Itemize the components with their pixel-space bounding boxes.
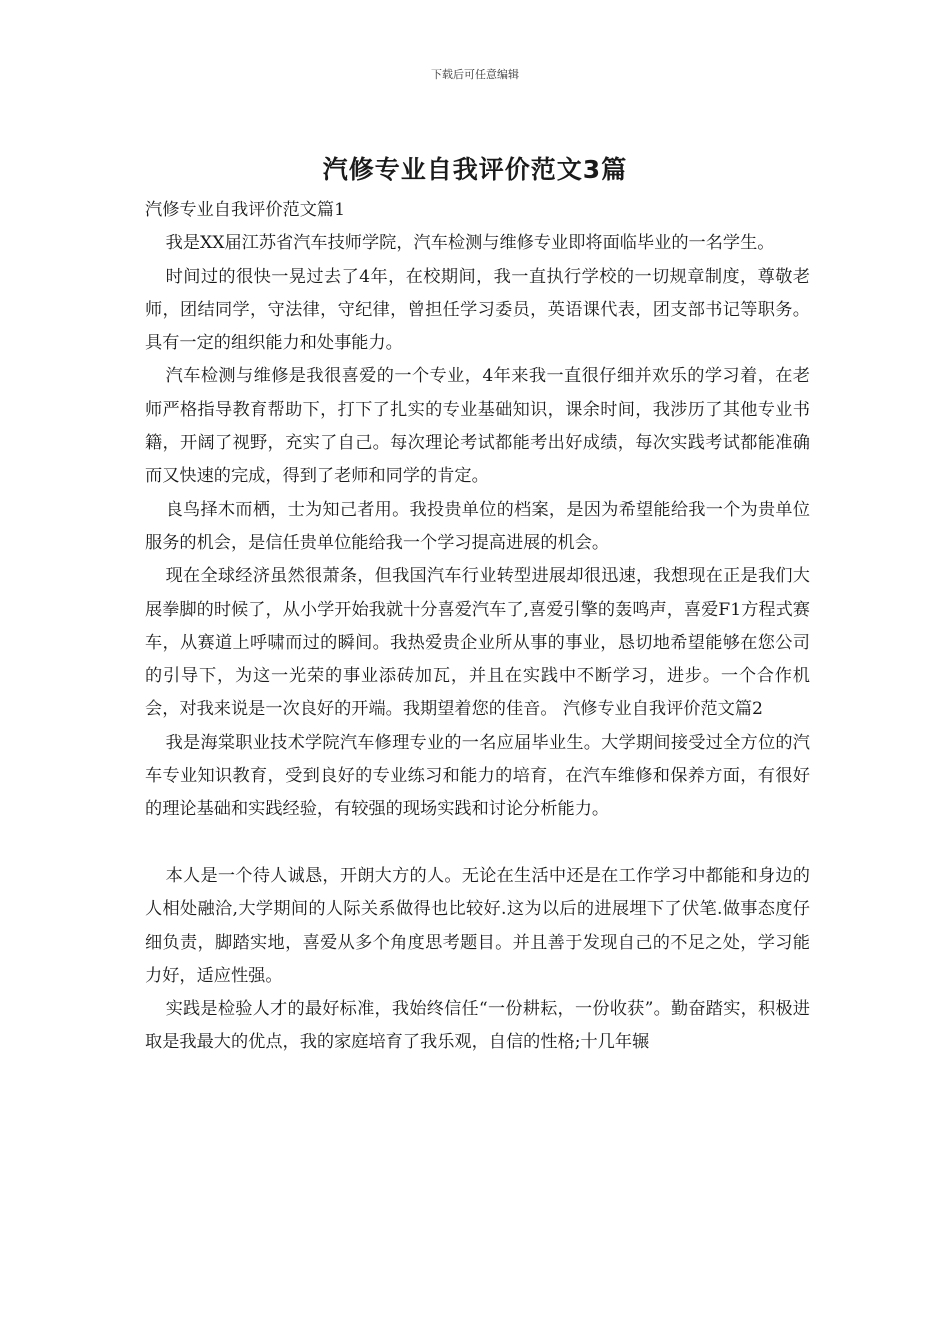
paragraph: 实践是检验人才的最好标准，我始终信任“一份耕耘，一份收获”。勤奋踏实，积极进取是我最大的优点，我的家庭培育了我乐观，自信的性格;十几年辗 <box>145 999 810 1053</box>
paragraph: 本人是一个待人诚恳，开朗大方的人。无论在生活中还是在工作学习中都能和身边的人相处融洽,大学期间的人际关系做得也比较好.这为以后的进展埋下了伏笔.做事态度仔细负责，脚踏实地，喜爱从多个角度思考题目。并且善于发现自己的不足之处，学习能力好，适应性强。 <box>145 865 810 986</box>
section-heading-1: 汽修专业自我评价范文篇1 <box>145 200 345 220</box>
paragraph: 良鸟择木而栖，士为知己者用。我投贵单位的档案，是因为希望能给我一个为贵单位服务的机会，是信任贵单位能给我一个学习提高进展的机会。 <box>145 499 810 553</box>
paragraph: 我是XX届江苏省汽车技师学院，汽车检测与维修专业即将面临毕业的一名学生。 <box>165 233 775 254</box>
paragraph: 我是海棠职业技术学院汽车修理专业的一名应届毕业生。大学期间接受过全方位的汽车专业知识教育，受到良好的专业练习和能力的培育，在汽车维修和保养方面，有很好的理论基础和实践经验，有较强的现场实践和讨论分析能力。 <box>145 732 810 820</box>
blank-line <box>145 827 810 860</box>
header-note: 下载后可任意编辑 <box>431 68 519 81</box>
paragraph: 汽车检测与维修是我很喜爱的一个专业，4年来我一直很仔细并欢乐的学习着，在老师严格指导教育帮助下，打下了扎实的专业基础知识，课余时间，我涉历了其他专业书籍，开阔了视野，充实了自己。每次理论考试都能考出好成绩，每次实践考试都能准确而又快速的完成，得到了老师和同学的肯定。 <box>145 366 810 487</box>
document-body <box>145 194 810 1060</box>
paragraph: 时间过的很快一晃过去了4年，在校期间，我一直执行学校的一切规章制度，尊敬老师，团结同学，守法律，守纪律，曾担任学习委员，英语课代表，团支部书记等职务。具有一定的组织能力和处事能力。 <box>145 266 810 354</box>
document-title: 汽修专业自我评价范文3篇 <box>322 155 628 184</box>
paragraph: 现在全球经济虽然很萧条，但我国汽车行业转型进展却很迅速，我想现在正是我们大展拳脚的时候了，从小学开始我就十分喜爱汽车了,喜爱引擎的轰鸣声，喜爱F1方程式赛车，从赛道上呼啸而过的瞬间。我热爱贵企业所从事的事业，恳切地希望能够在您公司的引导下，为这一光荣的事业添砖加瓦，并且在实践中不断学习，进步。一个合作机会，对我来说是一次良好的开端。我期望着您的佳音。 汽修专业自我评价范文篇2 <box>145 566 810 720</box>
